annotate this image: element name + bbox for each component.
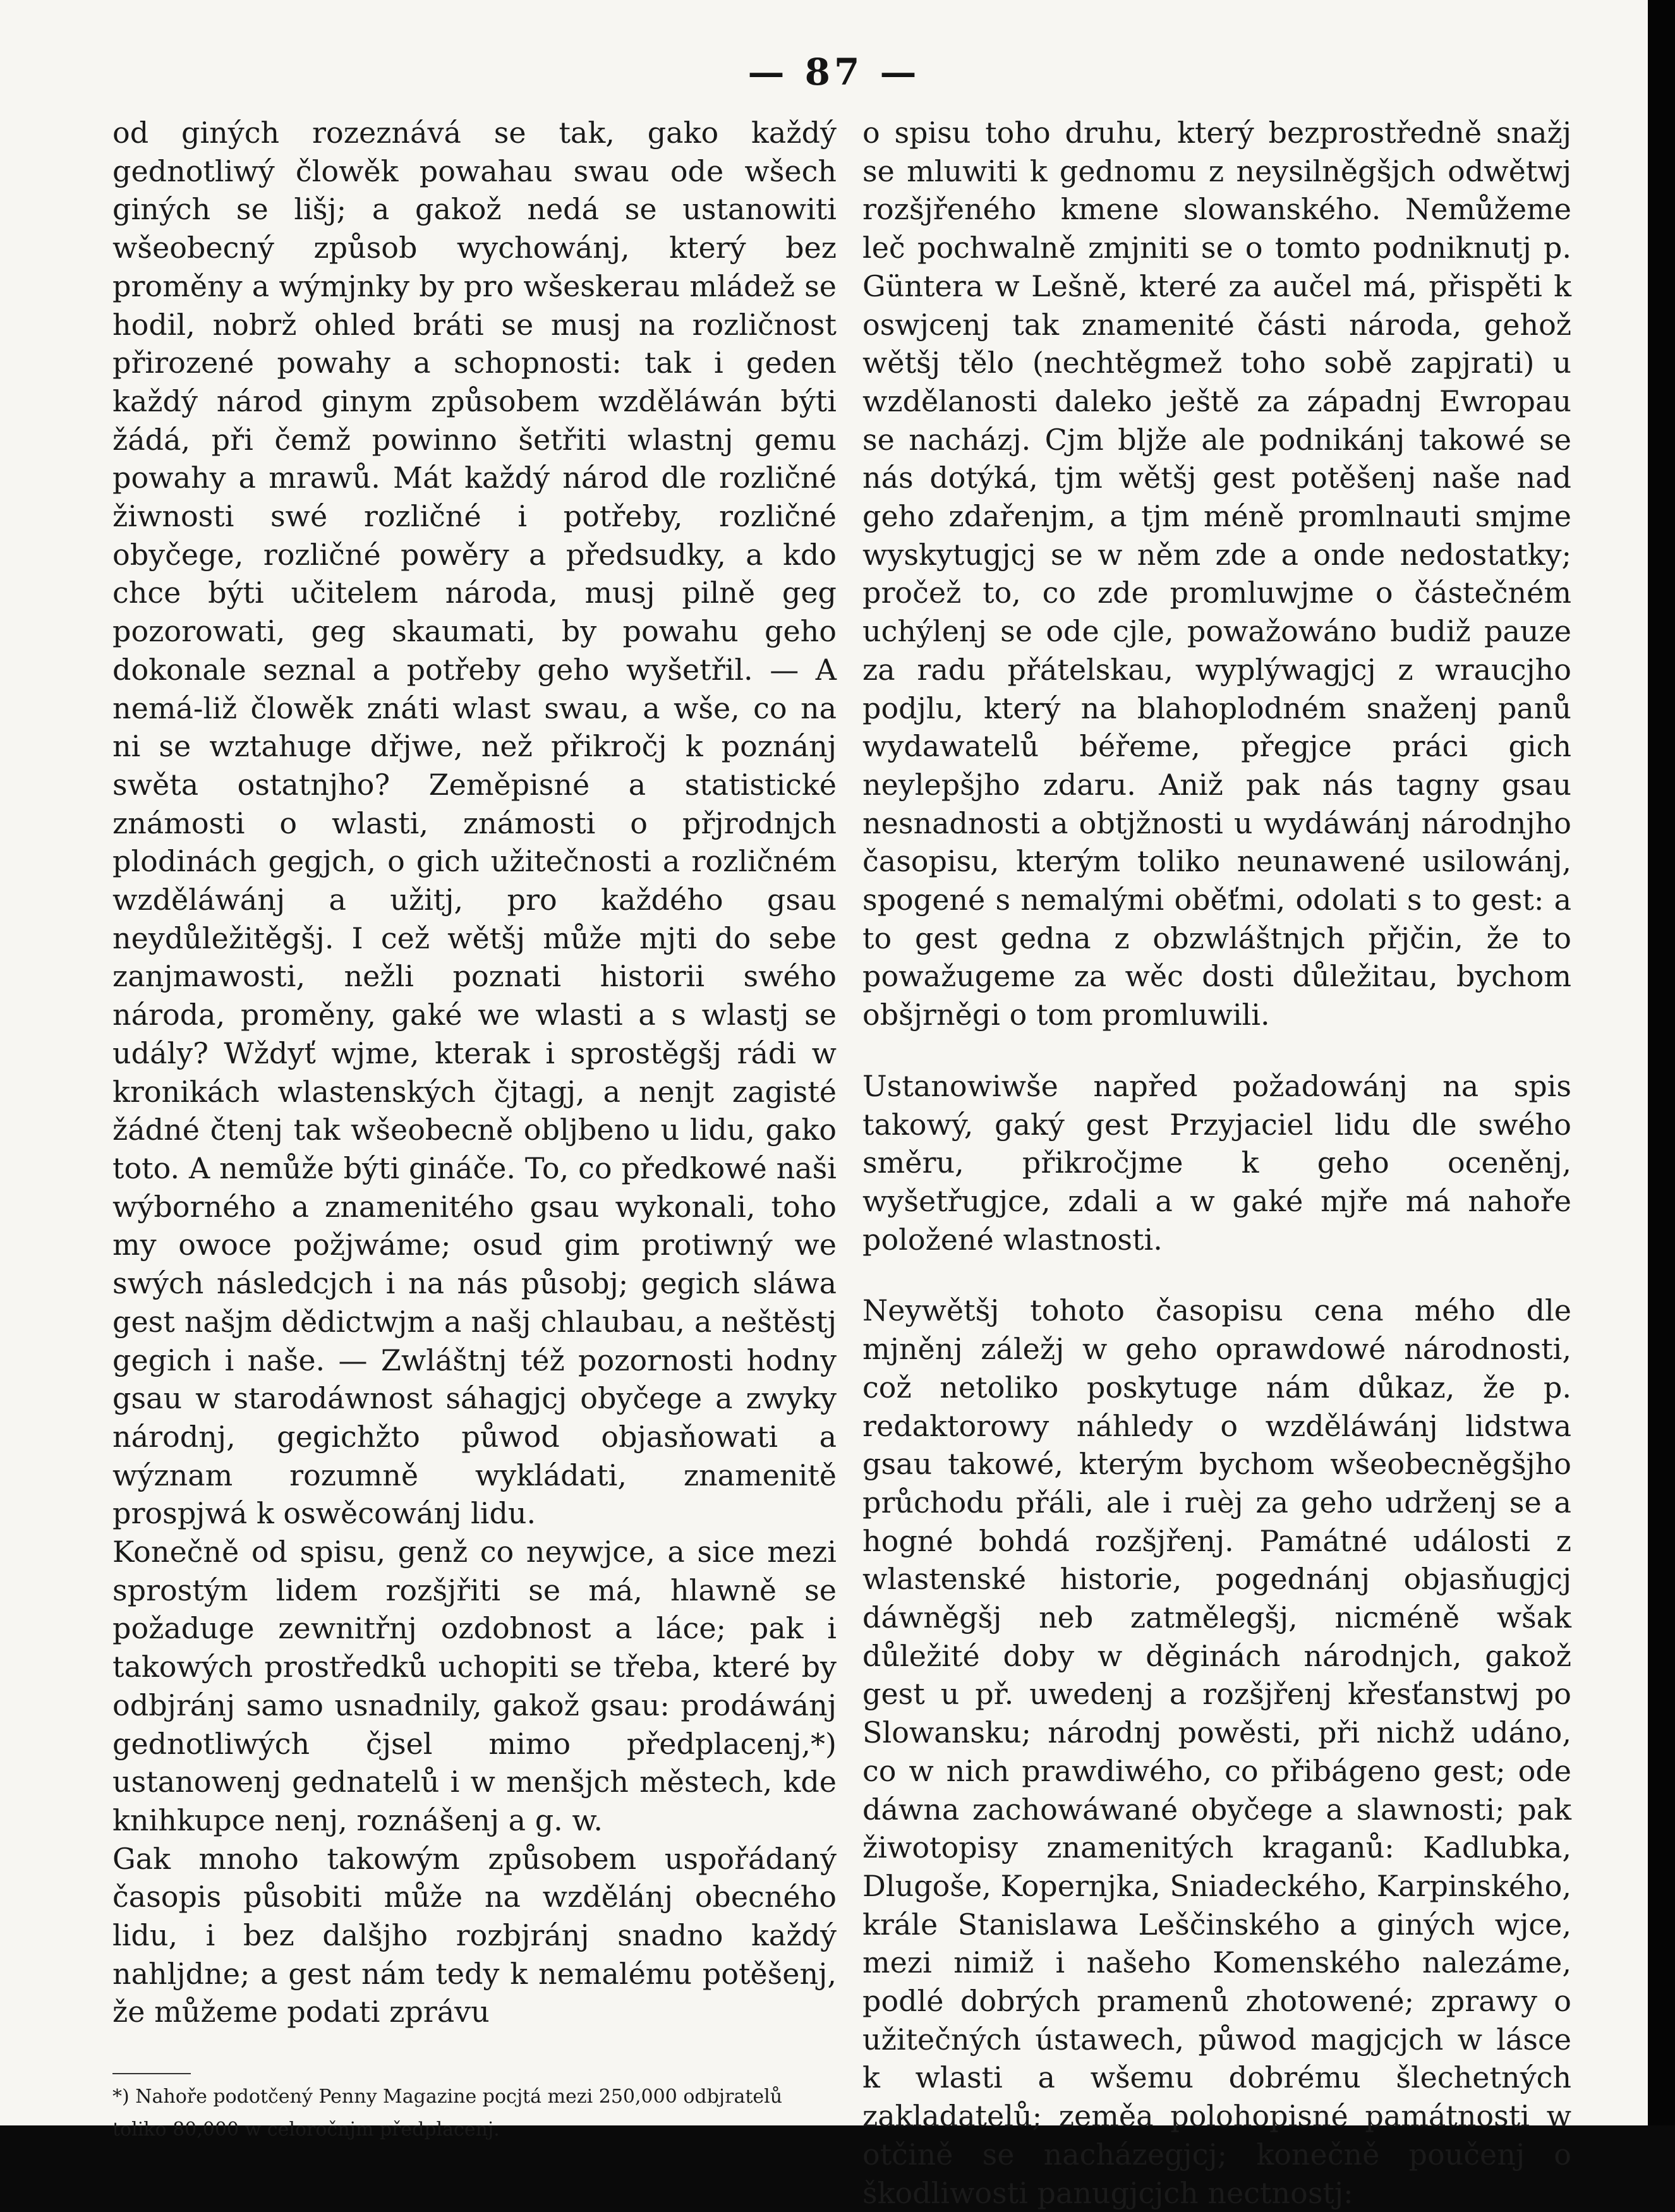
left-column — [112, 114, 837, 2146]
right-column — [862, 114, 1571, 2212]
footnote: *) Nahoře podotčený Penny Magazine pocjtá mezi 250,000 odbjratelů toliko 80,000 w celoročnjm předplacenj. — [112, 2086, 783, 2141]
right-paragraph-1: o spisu toho druhu, který bezprostředně snažj se mluwiti k gednomu z neysilněgšjch odwětwj rozšjřeného kmene slowanského. Nemůžeme leč pochwalně zmjniti se o tomto podniknutj p. Güntera w Lešně, které za aučel má, přispěti k oswjcenj tak znamenité části národa, gehož wětšj tělo (nechtěgmež toho sobě zapjrati) u wzdělanosti daleko ještě za západnj Ewropau se nacházj. Cjm bljže ale podnikánj takowé se nás dotýká, tjm wětšj gest potěšenj naše nad geho zdařenjm, a tjm méně promlnauti smjme wyskytugjcj se w něm zde a onde nedostatky; pročež to, co zde promluwjme o částečném uchýlenj se ode cjle, powažowáno budiž pauze za radu přátelskau, wyplýwagjcj z wraucjho podjlu, který na blahoplodném snaženj panů wydawatelů béřeme, přegjce práci gich neylepšjho zdaru. Aniž pak nás tagny gsau nesnadnosti a obtjžnosti u wydáwánj národnjho časopisu, kterým toliko neunawené usilowánj, spogené s nemalými oběťmi, odolati s to gest: a to gest gedna z obzwláštnjch přjčin, že to powažugeme za wěc dosti důležitau, bychom obšjrněgi o tom promluwili. — [862, 116, 1571, 1032]
right-paragraph-2: Ustanowiwše napřed požadowánj na spis takowý, gaký gest Przyjaciel lidu dle swého směru, přikročjme k geho oceněnj, wyšetřugjce, zdali a w gaké mjře má nahoře položené wlastnosti. — [862, 1068, 1571, 1257]
scan-dark-edge — [1648, 0, 1675, 2125]
left-paragraph-2: Konečně od spisu, genž co neywjce, a sice mezi sprostým lidem rozšjřiti se má, hlawně se požaduge zewnitřnj ozdobnost a láce; pak i takowých prostředků uchopiti se třeba, které by odbjránj samo usnadnily, gakož gsau: prodáwánj gednotliwých čjsel mimo předplacenj,*) ustanowenj gednatelů i w menšjch městech, kde knihkupce nenj, roznášenj a g. w. — [112, 1535, 837, 1837]
footnote-rule — [112, 2073, 191, 2074]
right-paragraph-3: Neywětšj tohoto časopisu cena mého dle mjněnj záležj w geho oprawdowé národnosti, což netoliko poskytuge nám důkaz, že p. redaktorowy náhledy o wzděláwánj lidstwa gsau takowé, kterým bychom wšeobecněgšjho průchodu přáli, ale i ruèj za geho udrženj se a hogné bohdá rozšjřenj. Památné události z wlastenské historie, pogednánj objasňugjcj dáwněgšj neb zatmělegšj, nicméně wšak důležité doby w děginách národnjch, gakož gest u př. uwedenj a rozšjřenj křesťanstwj po Slowansku; národnj powěsti, při nichž udáno, co w nich prawdiwého, co přibágeno gest; ode dáwna zachowáwané obyčege a slawnosti; pak žiwotopisy znamenitých kraganů: Kadlubka, Dlugoše, Kopernjka, Sniadeckého, Karpinského, krále Stanislawa Leščinského a giných wjce, mezi nimiž i našeho Komenského nalezáme, podlé dobrých pramenů zhotowené; zprawy o užitečných ústawech, půwod magjcjch w lásce k wlasti a wšemu dobrému šlechetných zakladatelů; zeměa polohopisné památnosti w otčině se nacházegjcj; konečně poučenj o škodliwosti panugjcjch nectnostj: — [862, 1293, 1571, 2210]
left-paragraph-1: od giných rozeznává se tak, gako každý gednotliwý člowěk powahau swau ode wšech giných se lišj; a gakož nedá se ustanowiti wšeobecný způsob wychowánj, který bez proměny a wýmjnky by pro wšeskerau mládež se hodil, nobrž ohled bráti se musj na rozličnost přirozené powahy a schopnosti: tak i geden každý národ ginym způsobem wzděláwán býti žádá, při čemž powinno šetřiti wlastnj gemu powahy a mrawů. Mát každý národ dle rozličné žiwnosti swé rozličné i potřeby, rozličné obyčege, rozličné powěry a předsudky, a kdo chce býti učitelem národa, musj pilně geg pozorowati, geg skaumati, by powahu geho dokonale seznal a potřeby geho wyšetřil. — A nemá-liž člowěk znáti wlast swau, a wše, co na ni se wztahuge dřjwe, než přikročj k poznánj swěta ostatnjho? Zeměpisné a statistické známosti o wlasti, známosti o přjrodnjch plodinách gegjch, o gich užitečnosti a rozličném wzděláwánj a užitj, pro každého gsau neydůležitěgšj. I cež wětšj může mjti do sebe zanjmawosti, nežli poznati historii swého národa, proměny, gaké we wlasti a s wlastj se udály? Wždyť wjme, kterak i sprostěgšj rádi w kronikách wlastenských čjtagj, a nenjt zagisté žádné čtenj tak wšeobecně oblјbeno u lidu, gako toto. A nemůže býti gináče. To, co předkowé naši wýborného a znamenitého gsau wykonali, toho my owoce požjwáme; osud gim protiwný we swých následcjch i na nás působj; gegich sláwa gest našjm dědictwjm a našj chlaubau, a neštěstj gegich i naše. — Zwláštnj též pozornosti hodny gsau w starodáwnost sáhagjcj obyčege a zwyky národnj, gegichžto půwod objasňowati a wýznam rozumně wykládati, znamenitě prospjwá k oswěcowánj lidu. — [112, 116, 837, 1531]
left-paragraph-3: Gak mnoho takowým způsobem uspořádaný časopis působiti může na wzdělánj obecného lidu, i bez dalšjho rozbjránj snadno každý nahljdne; a gest nám tedy k nemalému potěšenj, že můžeme podati zprávu — [112, 1841, 837, 2029]
page-number: — 87 — — [747, 51, 921, 94]
